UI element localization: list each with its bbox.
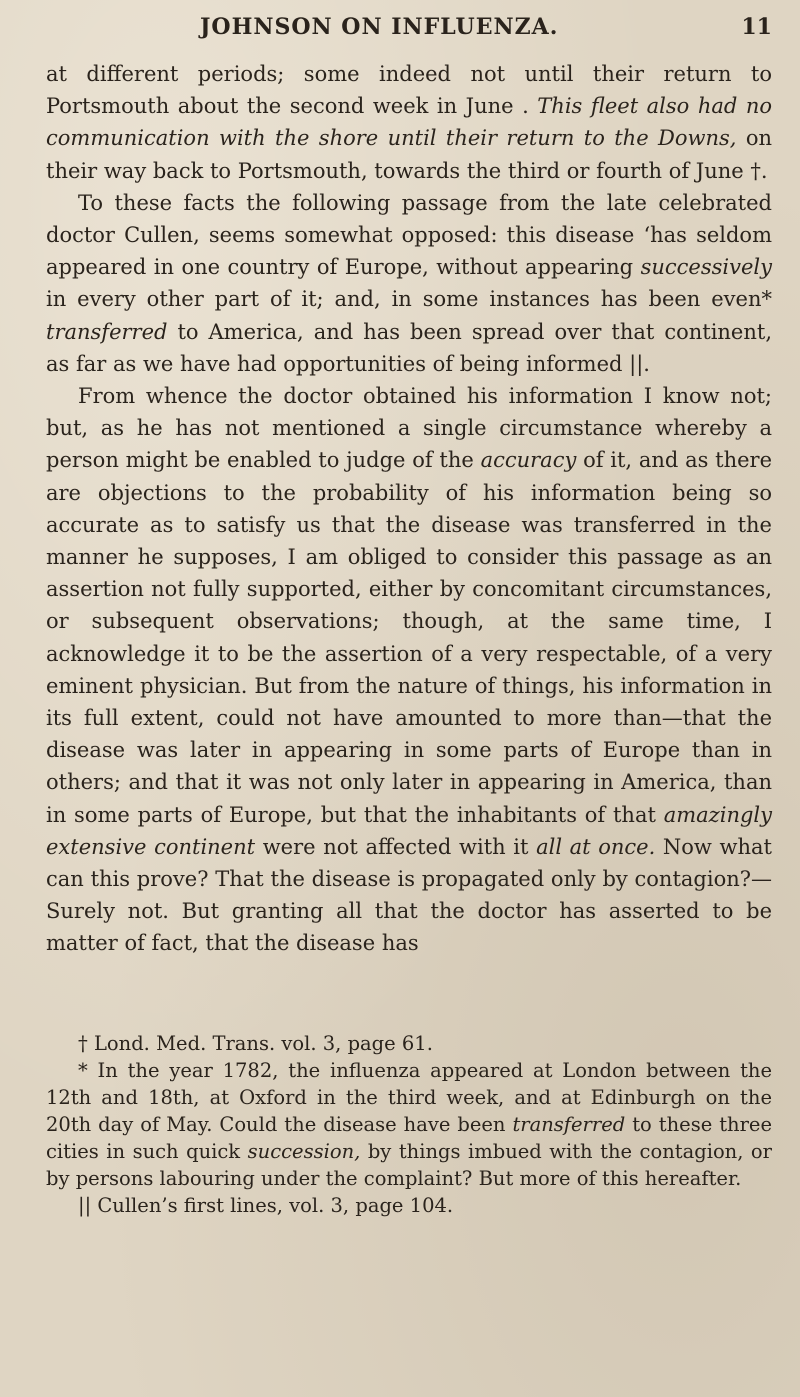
footnote-asterisk [46,1057,772,1192]
paragraph-2-italic-successively: successively [640,255,772,280]
paragraph-2-text-a: To these facts the following passage from the late celebrated doctor Cullen, seems somewhat opposed: this disease ‘has seldom appeared in one country of Europe, without appearing [46,190,772,280]
paragraph-3-italic-accuracy: accuracy [480,448,577,473]
paragraph-1-italic-fleet: This fleet also had no communication with the shore until their return to the Downs, [46,94,772,151]
paragraph-3-italic-continent: amazingly extensive continent [46,802,772,859]
footnote-asterisk-text-e: by things imbued with the contagion, or by persons labouring under the complaint? But more of this hereafter. [46,1140,772,1190]
paragraph-2-italic-transferred: transferred [46,319,168,344]
paragraph-2-text-e: to America, and has been spread over that continent, as far as we have had opportunities of being informed ||. [46,319,772,376]
paragraph-3-text-g: Now what can this prove? That the disease is propagated only by contagion?—Surely not. But granting all that the doctor has asserted to be matter of fact, that the disease has [46,834,772,956]
paragraph-2 [46,187,772,380]
footnotes [46,1030,772,1219]
main-text [46,58,772,960]
paragraph-3-text-e: were not affected with it [255,834,537,859]
paragraph-3-text-a: From whence the doctor obtained his information I know not; but, as he has not mentioned a single circumstance whereby a person might be enabled to judge of the [46,384,772,473]
footnote-italic-succession: succession, [247,1140,361,1163]
footnote-asterisk-text-a: * In the year 1782, the influenza appeared at London between the 12th and 18th, at Oxford in the third week, and at Edinburgh on the 20th day of May. Could the disease have been [46,1059,772,1136]
running-title: JOHNSON ON INFLUENZA. [200,14,559,40]
paragraph-1 [46,58,772,187]
paragraph-1-text-a: at different periods; some indeed not until their return to Portsmouth about the second week in June . [46,62,772,119]
paragraph-2-text-c: in every other part of it; and, in some instances has been even* [46,287,772,312]
paragraph-3-text-c: of it, and as there are objections to the probability of his information being so accurate as to satisfy us that the disease was transferred in the manner he supposes, I am obliged to consider this passage as an assertion not fully supported, either by concomitant circumstances, or subsequent observations; though, at the same time, I acknowledge it to be the assertion of a very respectable, of a very eminent physician. But from the nature of things, his information in its full extent, could not have amounted to more than—that the disease was later in appearing in some parts of Europe than in others; and that it was not only later in appearing in America, than in some parts of Europe, but that the inhabitants of that [46,448,773,827]
footnote-dagger: † Lond. Med. Trans. vol. 3, page 61. [78,1032,433,1055]
footnote-asterisk-text-c: to these three cities in such quick [46,1113,773,1163]
footnote-parallel: || Cullen’s first lines, vol. 3, page 104. [78,1194,454,1217]
page-number: 11 [741,14,772,40]
footnote-italic-transferred: transferred [512,1113,626,1136]
paragraph-3-italic-all-at-once: all at once. [536,834,656,859]
paragraph-1-text-c: on their way back to Portsmouth, towards the third or fourth of June †. [46,126,773,183]
paragraph-3 [46,380,772,960]
